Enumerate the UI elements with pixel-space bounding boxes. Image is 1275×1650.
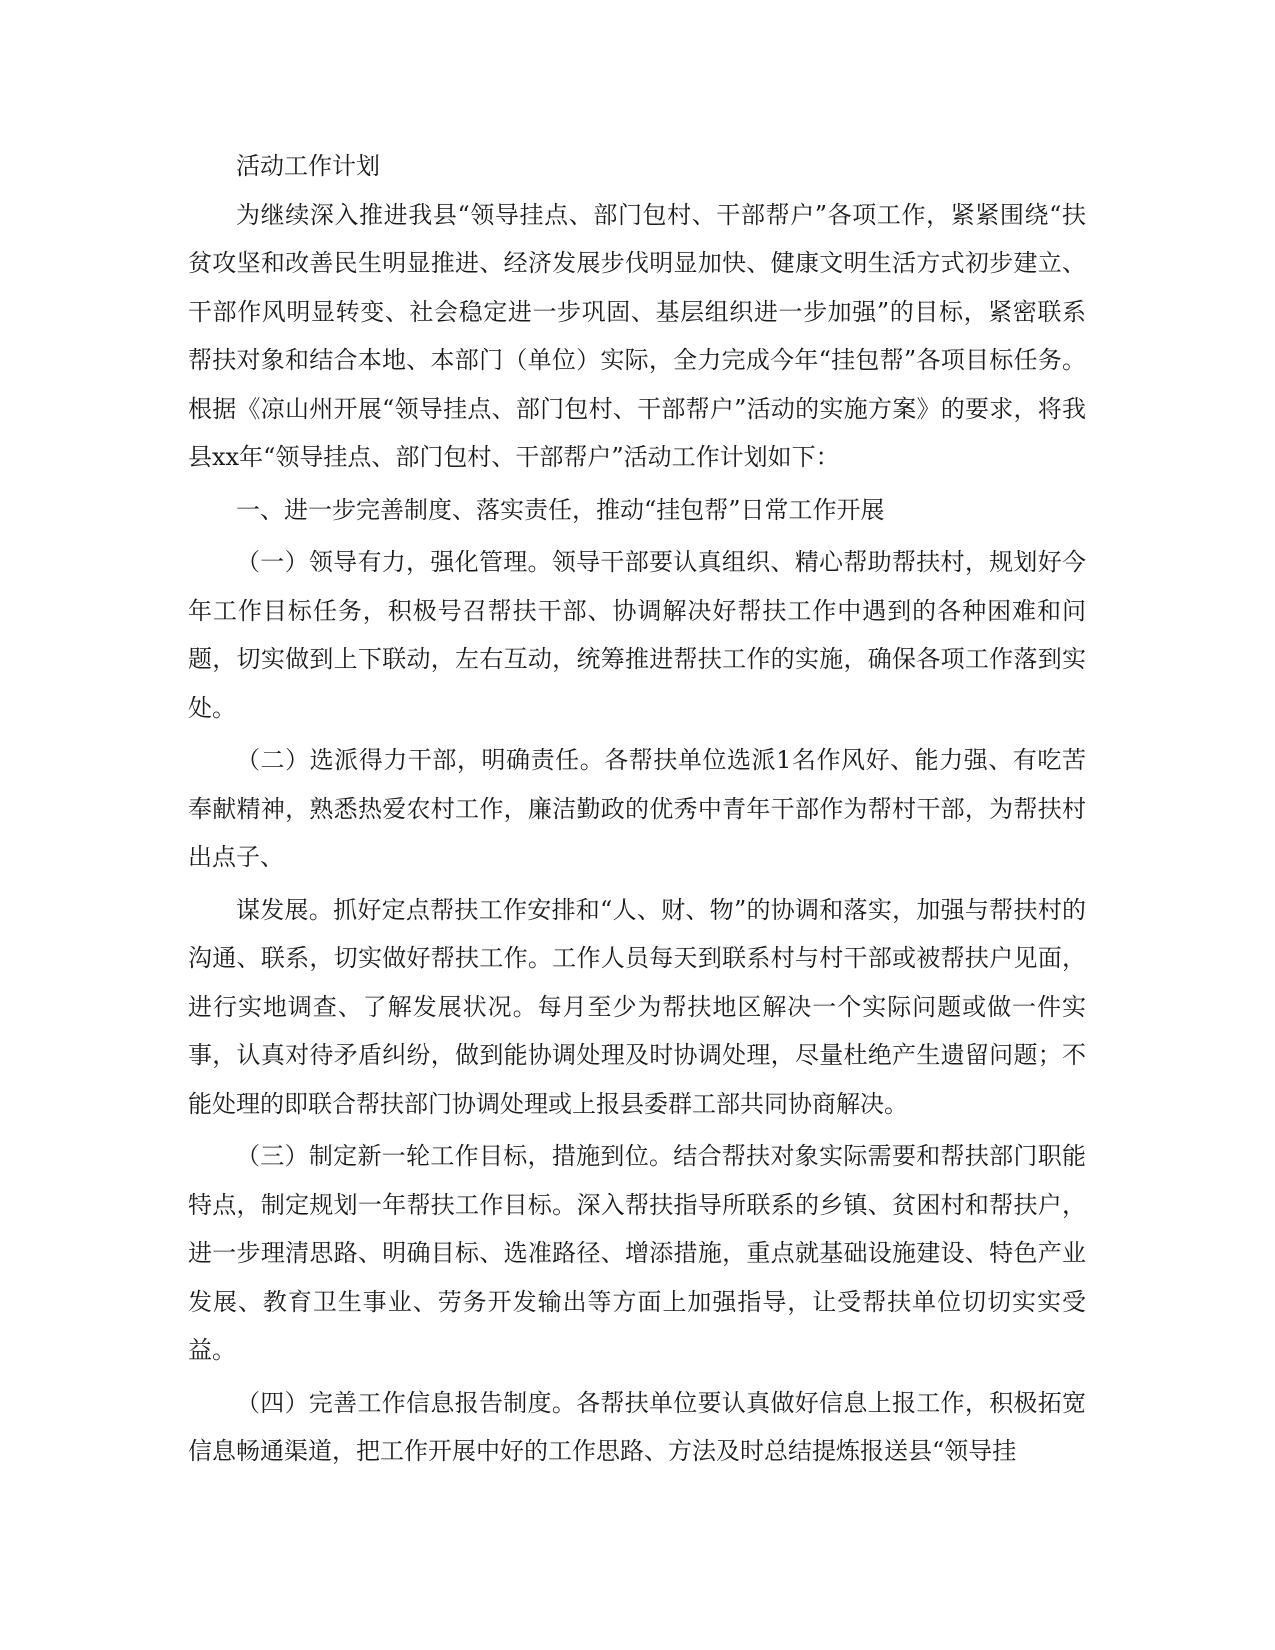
paragraph-intro: 为继续深入推进我县“领导挂点、部门包村、干部帮户”各项工作，紧紧围绕“扶贫攻坚和改善民生明显推进、经济发展步伐明显加快、健康文明生活方式初步建立、干部作风明显转变、社会稳定进一步巩固、基层组织进一步加强”的目标，紧密联系帮扶对象和结合本地、本部门（单位）实际，全力完成今年“挂包帮”各项目标任务。根据《凉山州开展“领导挂点、部门包村、干部帮户”活动的实施方案》的要求，将我县xx年“领导挂点、部门包村、干部帮户”活动工作计划如下： xyxy=(188,200,1086,471)
document-title: 活动工作计划 xyxy=(236,152,380,180)
paragraph-item-2-continued: 谋发展。抓好定点帮扶工作安排和“人、财、物”的协调和落实，加强与帮扶村的沟通、联系，切实做好帮扶工作。工作人员每天到联系村与村干部或被帮扶户见面，进行实地调查、了解发展状况。每月至少为帮扶地区解决一个实际问题或做一件实事，认真对待矛盾纠纷，做到能协调处理及时协调处理，尽量杜绝产生遗留问题；不能处理的即联合帮扶部门协调处理或上报县委群工部共同协商解决。 xyxy=(188,895,1086,1118)
paragraph-item-2: （二）选派得力干部，明确责任。各帮扶单位选派1名作风好、能力强、有吃苦奉献精神，熟悉热爱农村工作，廉洁勤政的优秀中青年干部作为帮村干部，为帮扶村出点子、 xyxy=(188,746,1086,871)
section-heading-1: 一、进一步完善制度、落实责任，推动“挂包帮”日常工作开展 xyxy=(236,495,885,524)
paragraph-item-3: （三）制定新一轮工作目标，措施到位。结合帮扶对象实际需要和帮扶部门职能特点，制定规划一年帮扶工作目标。深入帮扶指导所联系的乡镇、贫困村和帮扶户，进一步理清思路、明确目标、选准路径、增添措施，重点就基础设施建设、特色产业发展、教育卫生事业、劳务开发输出等方面上加强指导，让受帮扶单位切切实实受益。 xyxy=(188,1142,1086,1364)
paragraph-item-4: （四）完善工作信息报告制度。各帮扶单位要认真做好信息上报工作，积极拓宽信息畅通渠道，把工作开展中好的工作思路、方法及时总结提炼报送县“领导挂 xyxy=(188,1388,1086,1465)
paragraph-item-1: （一）领导有力，强化管理。领导干部要认真组织、精心帮助帮扶村，规划好今年工作目标任务，积极号召帮扶干部、协调解决好帮扶工作中遇到的各种困难和问题，切实做到上下联动，左右互动，统筹推进帮扶工作的实施，确保各项工作落到实处。 xyxy=(188,548,1086,722)
document-body xyxy=(188,142,1086,1476)
